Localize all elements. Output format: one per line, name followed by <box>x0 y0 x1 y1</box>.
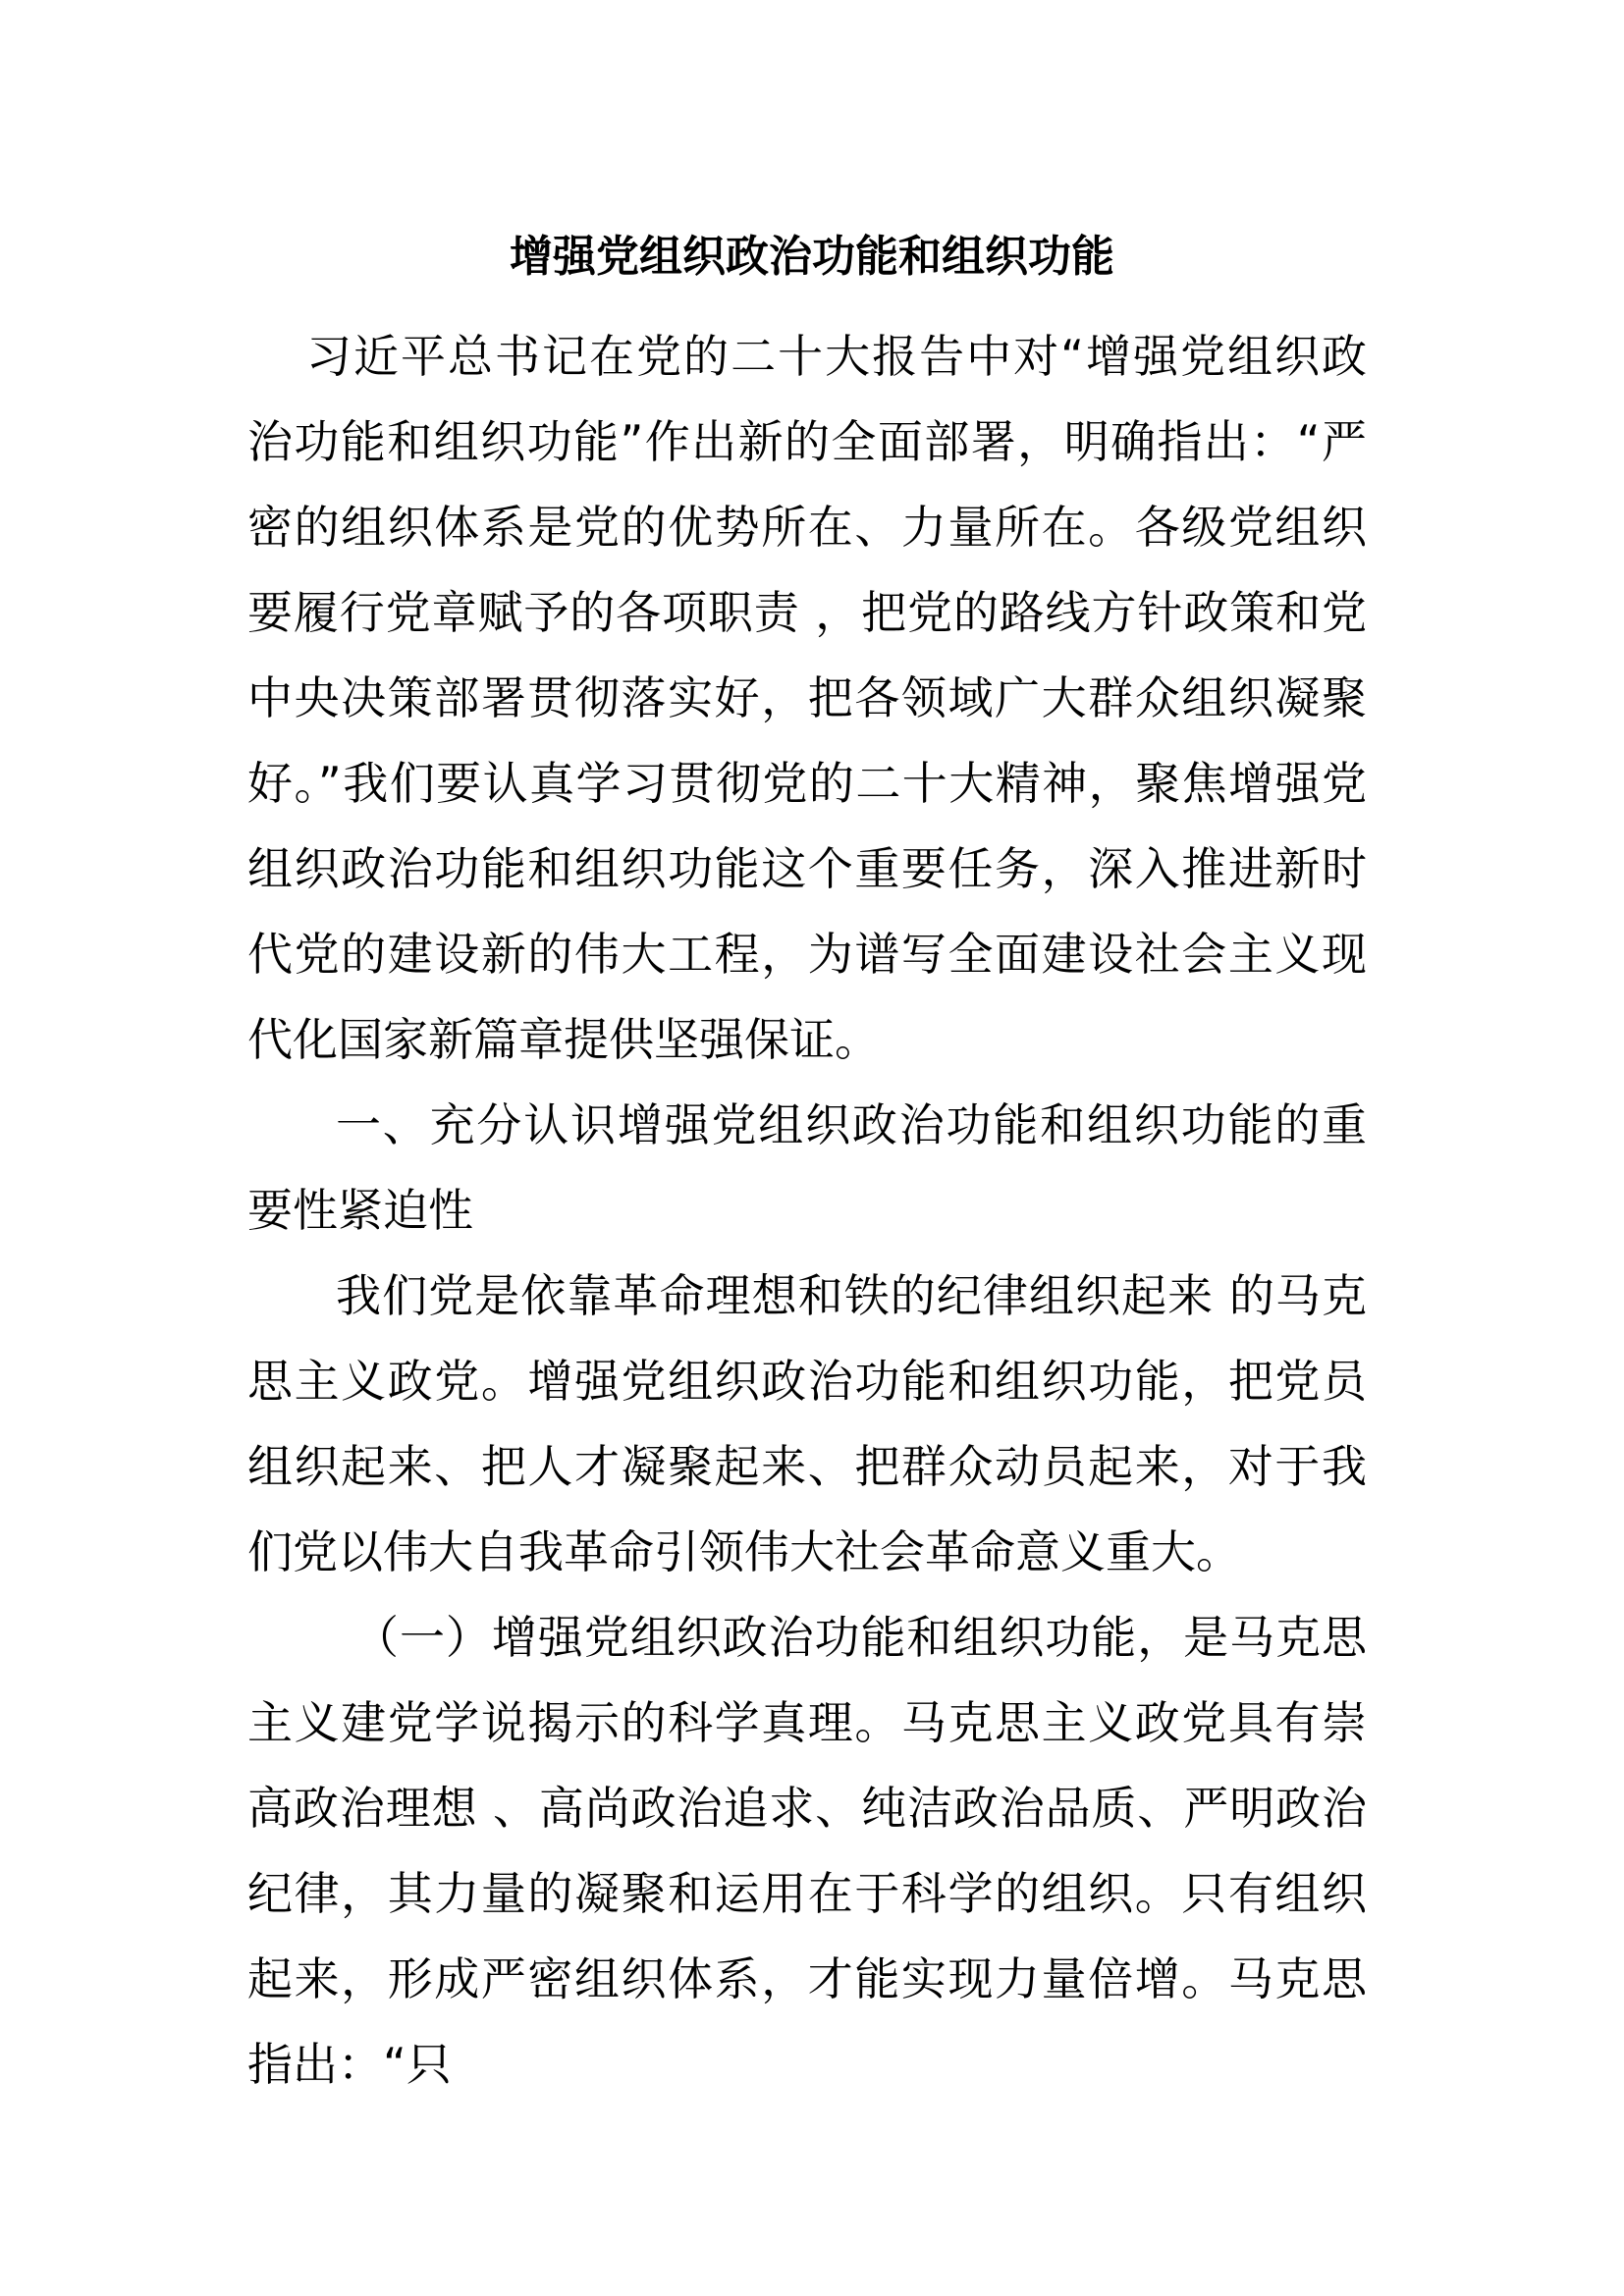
paragraph-section-1: 我们党是依靠革命理想和铁的纪律组织起来 的马克思主义政党。增强党组织政治功能和组织功能，把党员组织起来、把人才凝聚起来、把群众动员起来，对于我们党以伟大自我革命引领伟大社会革命意义重大。 <box>247 1269 1367 1578</box>
paragraph-subsection-1: （一）增强党组织政治功能和组织功能，是马克思主义建党学说揭示的科学真理。马克思主义政党具有崇高政治理想 、高尚政治追求、纯洁政治品质、严明政治纪律，其力量的凝聚和运用在于科学的组织。只有组织起来，形成严密组织体系，才能实现力量倍增。马克思指出：“只 <box>247 1611 1367 2091</box>
paragraph-intro: 习近平总书记在党的二十大报告中对“增强党组织政治功能和组织功能”作出新的全面部署，明确指出：“严密的组织体系是党的优势所在、力量所在。各级党组织要履行党章赋予的各项职责 ，把党的路线方针政策和党中央决策部署贯彻落实好，把各领域广大群众组织凝聚好。”我们要认真学习贯彻党的二十大精神，聚焦增强党组织政治功能和组织功能这个重要任务，深入推进新时代党的建设新的伟大工程，为谱写全面建设社会主义现代化国家新篇章提供坚强保证。 <box>247 330 1367 1066</box>
document-body <box>247 314 1367 2108</box>
document-title: 增强党组织政治功能和组织功能 <box>510 232 1114 282</box>
section-heading-1: 一、充分认识增强党组织政治功能和组织功能的重要性紧迫性 <box>247 1098 1367 1237</box>
